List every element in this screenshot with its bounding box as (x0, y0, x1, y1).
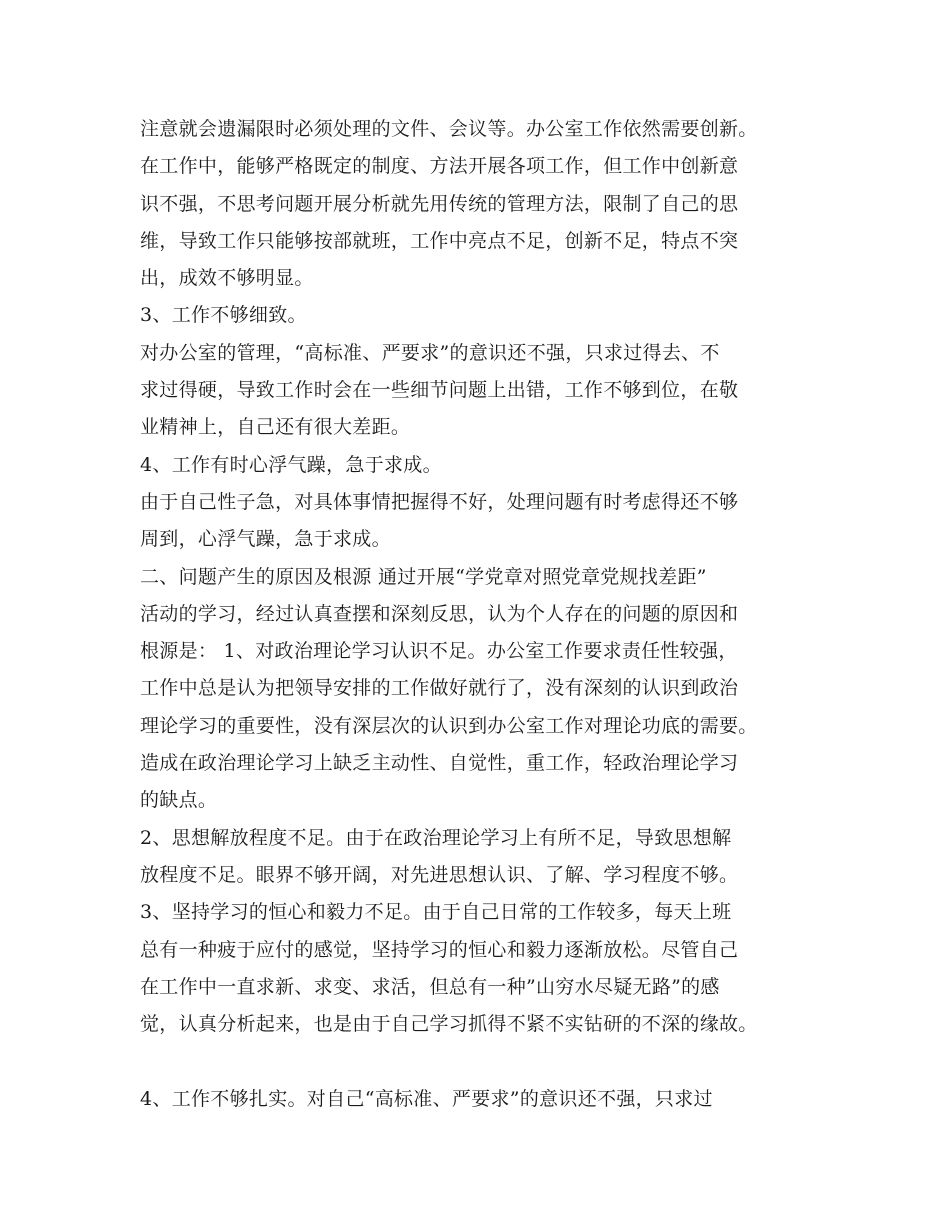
text-line: 业精神上，自己还有很大差距。 (140, 416, 411, 439)
text-line: 活动的学习，经过认真查摆和深刻反思，认为个人存在的问题的原因和 (140, 602, 739, 625)
text-line: 4、工作不够扎实。对自己“高标准、严要求”的意识还不强，只求过 (140, 1087, 713, 1110)
body-text (140, 111, 830, 1118)
section-heading: 3、工作不够细致。 (140, 304, 307, 327)
text-line: 由于自己性子急，对具体事情把握得不好，处理问题有时考虑得还不够 (140, 490, 739, 513)
text-line: 维，导致工作只能够按部就班，工作中亮点不足，创新不足，特点不突 (140, 229, 739, 252)
blank-line (140, 1043, 830, 1080)
text-line: 在工作中，能够严格既定的制度、方法开展各项工作，但工作中创新意 (140, 155, 739, 178)
text-line: 放程度不足。眼界不够开阔，对先进思想认识、了解、学习程度不够。 (140, 863, 739, 886)
text-line: 注意就会遗漏限时必须处理的文件、会议等。办公室工作依然需要创新。 (140, 118, 758, 140)
text-line: 求过得硬，导致工作时会在一些细节问题上出错，工作不够到位，在敬 (140, 379, 739, 402)
text-line: 造成在政治理论学习上缺乏主动性、自觉性，重工作，轻政治理论学习 (140, 752, 739, 775)
text-line: 周到，心浮气躁，急于求成。 (140, 528, 391, 551)
text-line: 对办公室的管理，“高标准、严要求”的意识还不强，只求过得去、不 (140, 341, 720, 364)
section-heading: 二、问题产生的原因及根源 通过开展“学党章对照党章党规找差距” (140, 565, 707, 588)
text-line: 2、思想解放程度不足。由于在政治理论学习上有所不足，导致思想解 (140, 826, 732, 849)
text-line: 3、坚持学习的恒心和毅力不足。由于自己日常的工作较多，每天上班 (140, 901, 732, 924)
text-line: 在工作中一直求新、求变、求活，但总有一种”山穷水尽疑无路”的感 (140, 975, 720, 998)
text-line: 的缺点。 (140, 789, 218, 812)
text-line: 工作中总是认为把领导安排的工作做好就行了，没有深刻的认识到政治 (140, 677, 739, 700)
text-line: 总有一种疲于应付的感觉，坚持学习的恒心和毅力逐渐放松。尽管自己 (140, 938, 739, 961)
section-heading: 4、工作有时心浮气躁，急于求成。 (140, 453, 442, 476)
text-line: 识不强，不思考问题开展分析就先用传统的管理方法，限制了自己的思 (140, 192, 739, 215)
text-line: 觉，认真分析起来，也是由于自己学习抓得不紧不实钻研的不深的缘故。 (140, 1013, 758, 1036)
text-line: 出，成效不够明显。 (140, 267, 314, 290)
text-line: 根源是： 1、对政治理论学习认识不足。办公室工作要求责任性较强， (140, 640, 738, 663)
text-line: 理论学习的重要性，没有深层次的认识到办公室工作对理论功底的需要。 (140, 714, 758, 737)
